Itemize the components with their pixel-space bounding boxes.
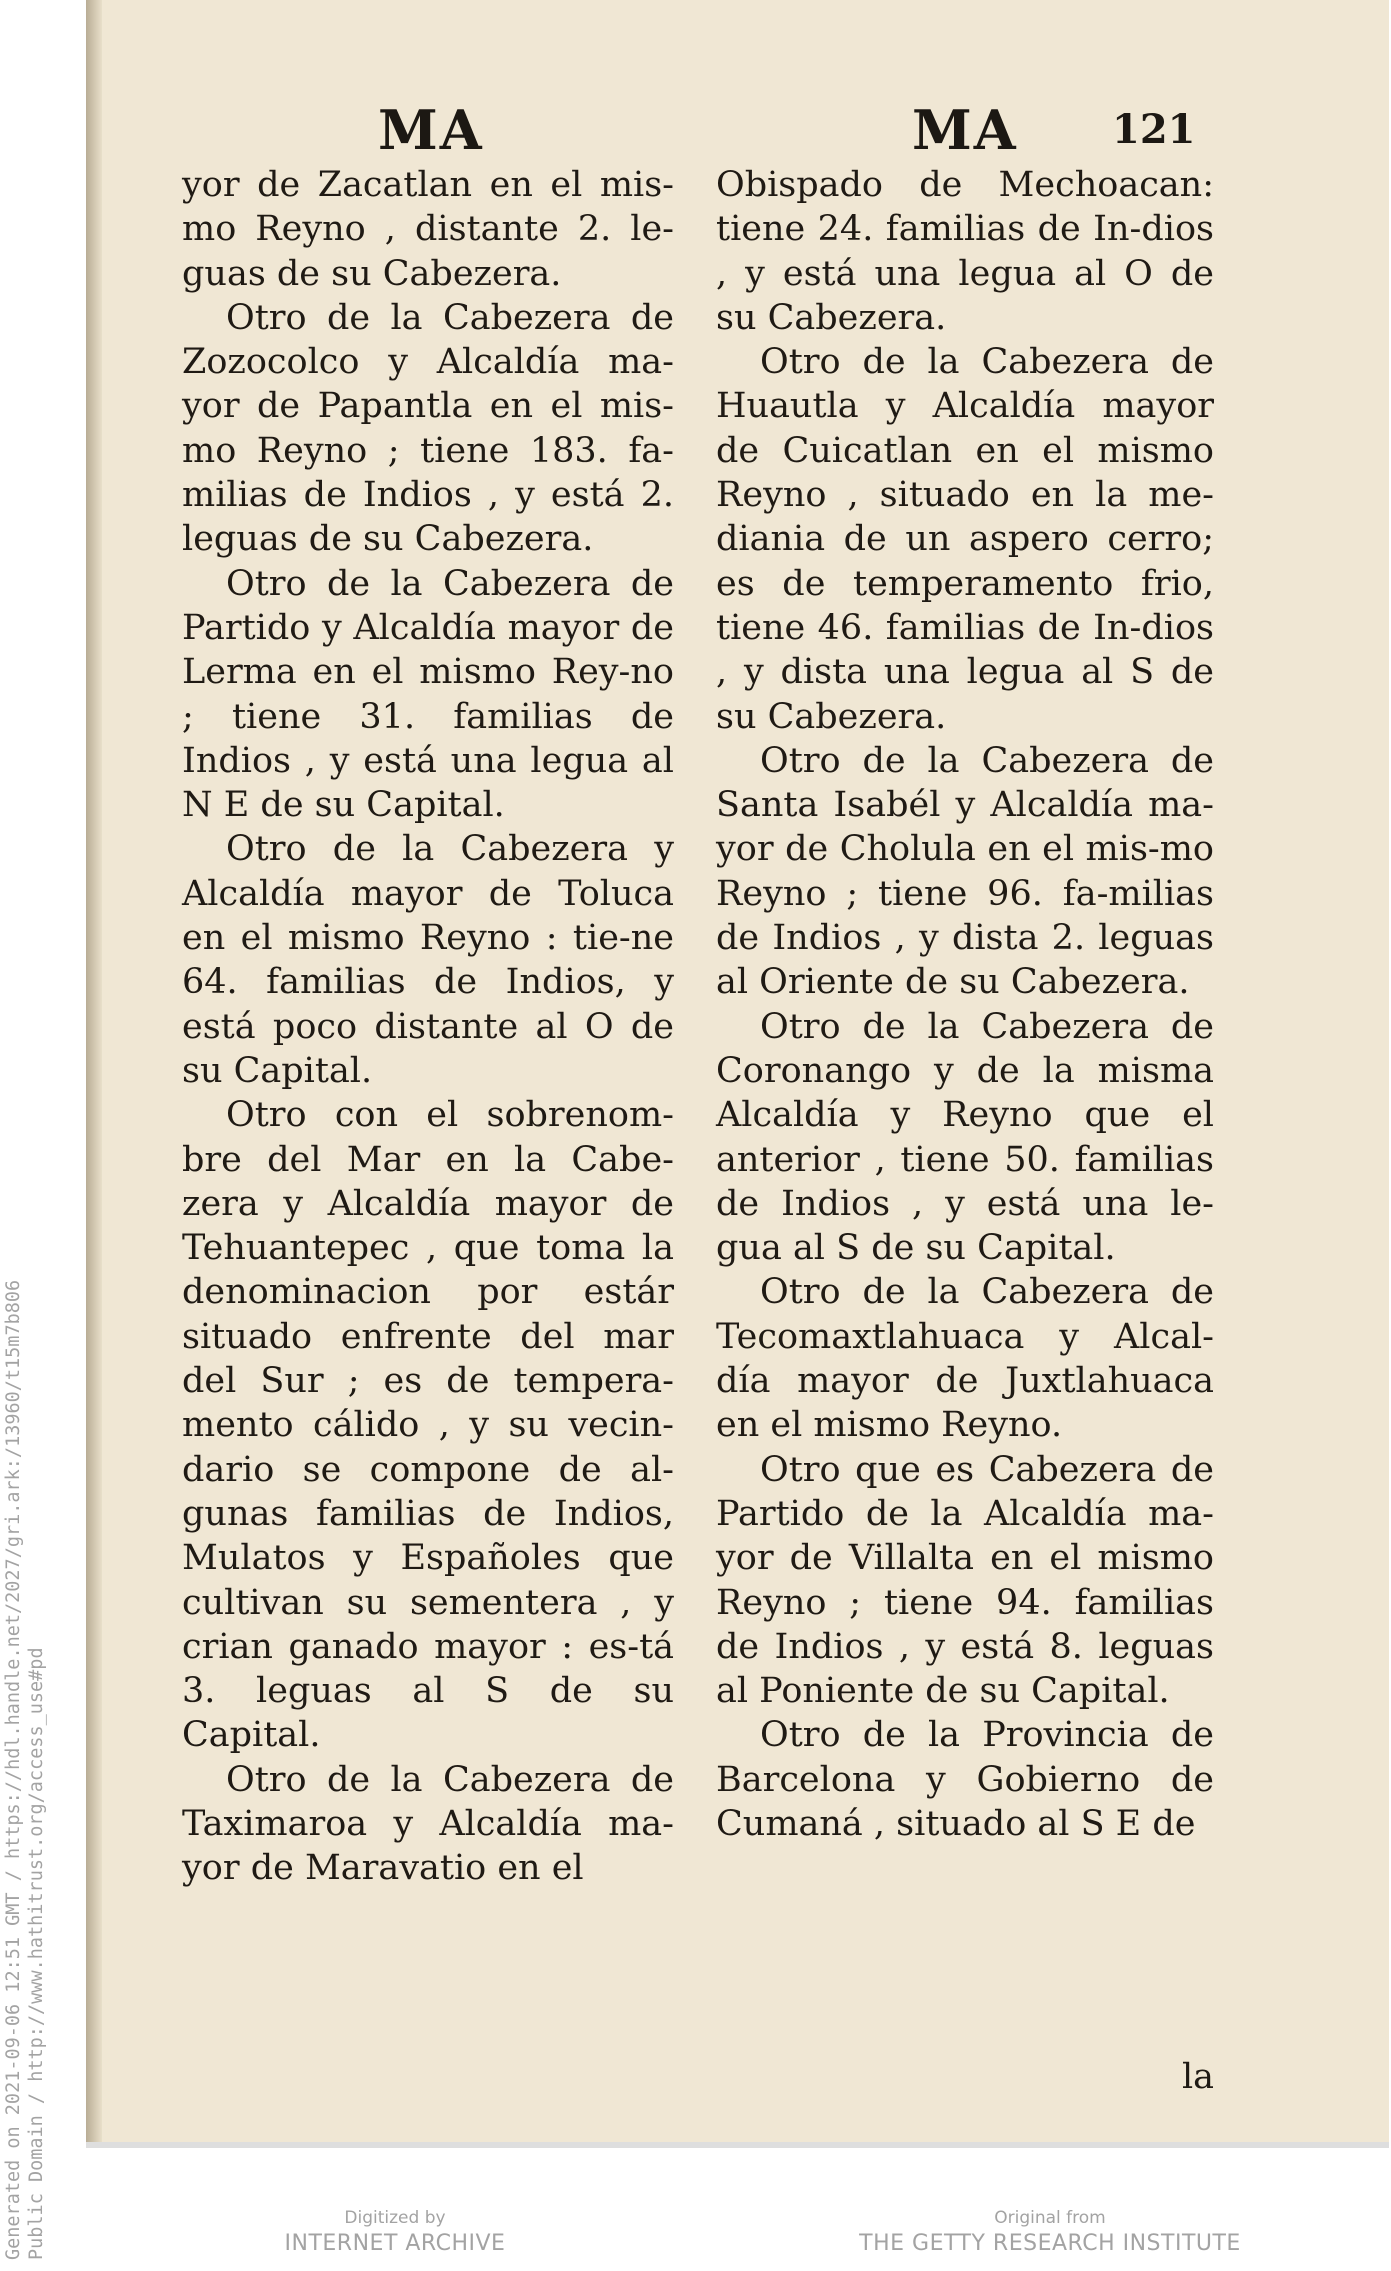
- paragraph-santa-isabel: Otro de la Cabezera de Santa Isabél y Alcaldía ma-yor de Cholula en el mis-mo Reyno ; tiene 96. fa-milias de Indios , y dista 2. leguas al Oriente de su Cabezera.: [716, 740, 1214, 1003]
- paragraph-barcelona: Otro de la Provincia de Barcelona y Gobierno de Cumaná , situado al S E de: [716, 1715, 1214, 1844]
- running-head-right: MA: [912, 98, 1018, 162]
- digitized-by-label: Digitized by: [344, 2208, 446, 2228]
- paragraph-villalta: Otro que es Cabezera de Partido de la Alcaldía ma-yor de Villalta en el mismo Reyno ; tiene 94. familias de Indios , y está 8. leguas al Poniente de su Capital.: [716, 1449, 1214, 1712]
- rights-line: Public Domain / http://www.hathitrust.org/access_use#pd: [26, 1647, 47, 2260]
- internet-archive-label: INTERNET ARCHIVE: [284, 2231, 506, 2256]
- page-number: 121: [1112, 106, 1196, 153]
- paragraph-taximaroa: Otro de la Cabezera de Taximaroa y Alcaldía ma-yor de Maravatio en el: [182, 1759, 674, 1889]
- paragraph-zozocolco: Otro de la Cabezera de Zozocolco y Alcaldía ma-yor de Papantla en el mis-mo Reyno ; tiene 183. fa-milias de Indios , y está 2. leguas de su Cabezera.: [182, 297, 674, 560]
- paragraph-tehuantepec: Otro con el sobrenom-bre del Mar en la Cabe-zera y Alcaldía mayor de Tehuantepec , que toma la denominacion por estár situado enfrente del mar del Sur ; es de tempera-mento cálido , y su vecin-dario se compone de al-gunas familias de Indios, Mulatos y Españoles que cultivan su sementera , y crian ganado mayor : es-tá 3. leguas al S de su Capital.: [182, 1095, 674, 1756]
- paragraph-lerma: Otro de la Cabezera de Partido y Alcaldía mayor de Lerma en el mismo Rey-no ; tiene 31. familias de Indios , y está una legua al N E de su Capital.: [182, 563, 674, 826]
- left-column: [182, 163, 674, 1891]
- digitized-by-credit: [220, 2206, 570, 2258]
- original-from-credit: [830, 2206, 1270, 2258]
- original-from-label: Original from: [994, 2208, 1106, 2228]
- running-head-left: MA: [378, 98, 484, 162]
- right-column: [716, 163, 1214, 2097]
- catchword: la: [1181, 2057, 1214, 2097]
- paragraph-tecomaxtlahuaca: Otro de la Cabezera de Tecomaxtlahuaca y Alcal-día mayor de Juxtlahuaca en el mismo Reyno.: [716, 1272, 1214, 1446]
- scan-bottom-edge: [86, 2142, 1389, 2148]
- paragraph-huautla: Otro de la Cabezera de Huautla y Alcaldía mayor de Cuicatlan en el mismo Reyno , situado en la me-diania de un aspero cerro; es de temperamento frio, tiene 46. familias de In-dios , y dista una legua al S de su Cabezera.: [716, 342, 1214, 737]
- paragraph-coronango: Otro de la Cabezera de Coronango y de la misma Alcaldía y Reyno que el anterior , tiene 50. familias de Indios , y está una le-gua al S de su Capital.: [716, 1006, 1214, 1269]
- generation-line: Generated on 2021-09-06 12:51 GMT / https://hdl.handle.net/2027/gri.ark:/13960/t15m7b806: [3, 1279, 24, 2260]
- page-spine-shadow: [86, 0, 102, 2142]
- getty-institute-label: THE GETTY RESEARCH INSTITUTE: [859, 2231, 1241, 2256]
- paragraph-toluca: Otro de la Cabezera y Alcaldía mayor de Toluca en el mismo Reyno : tie-ne 64. familias de Indios, y está poco distante al O de su Capital.: [182, 829, 674, 1091]
- paragraph-mechoacan: Obispado de Mechoacan: tiene 24. familias de In-dios , y está una legua al O de su Cabezera.: [716, 165, 1214, 338]
- paragraph-continuation: yor de Zacatlan en el mis-mo Reyno , distante 2. le-guas de su Cabezera.: [182, 165, 674, 294]
